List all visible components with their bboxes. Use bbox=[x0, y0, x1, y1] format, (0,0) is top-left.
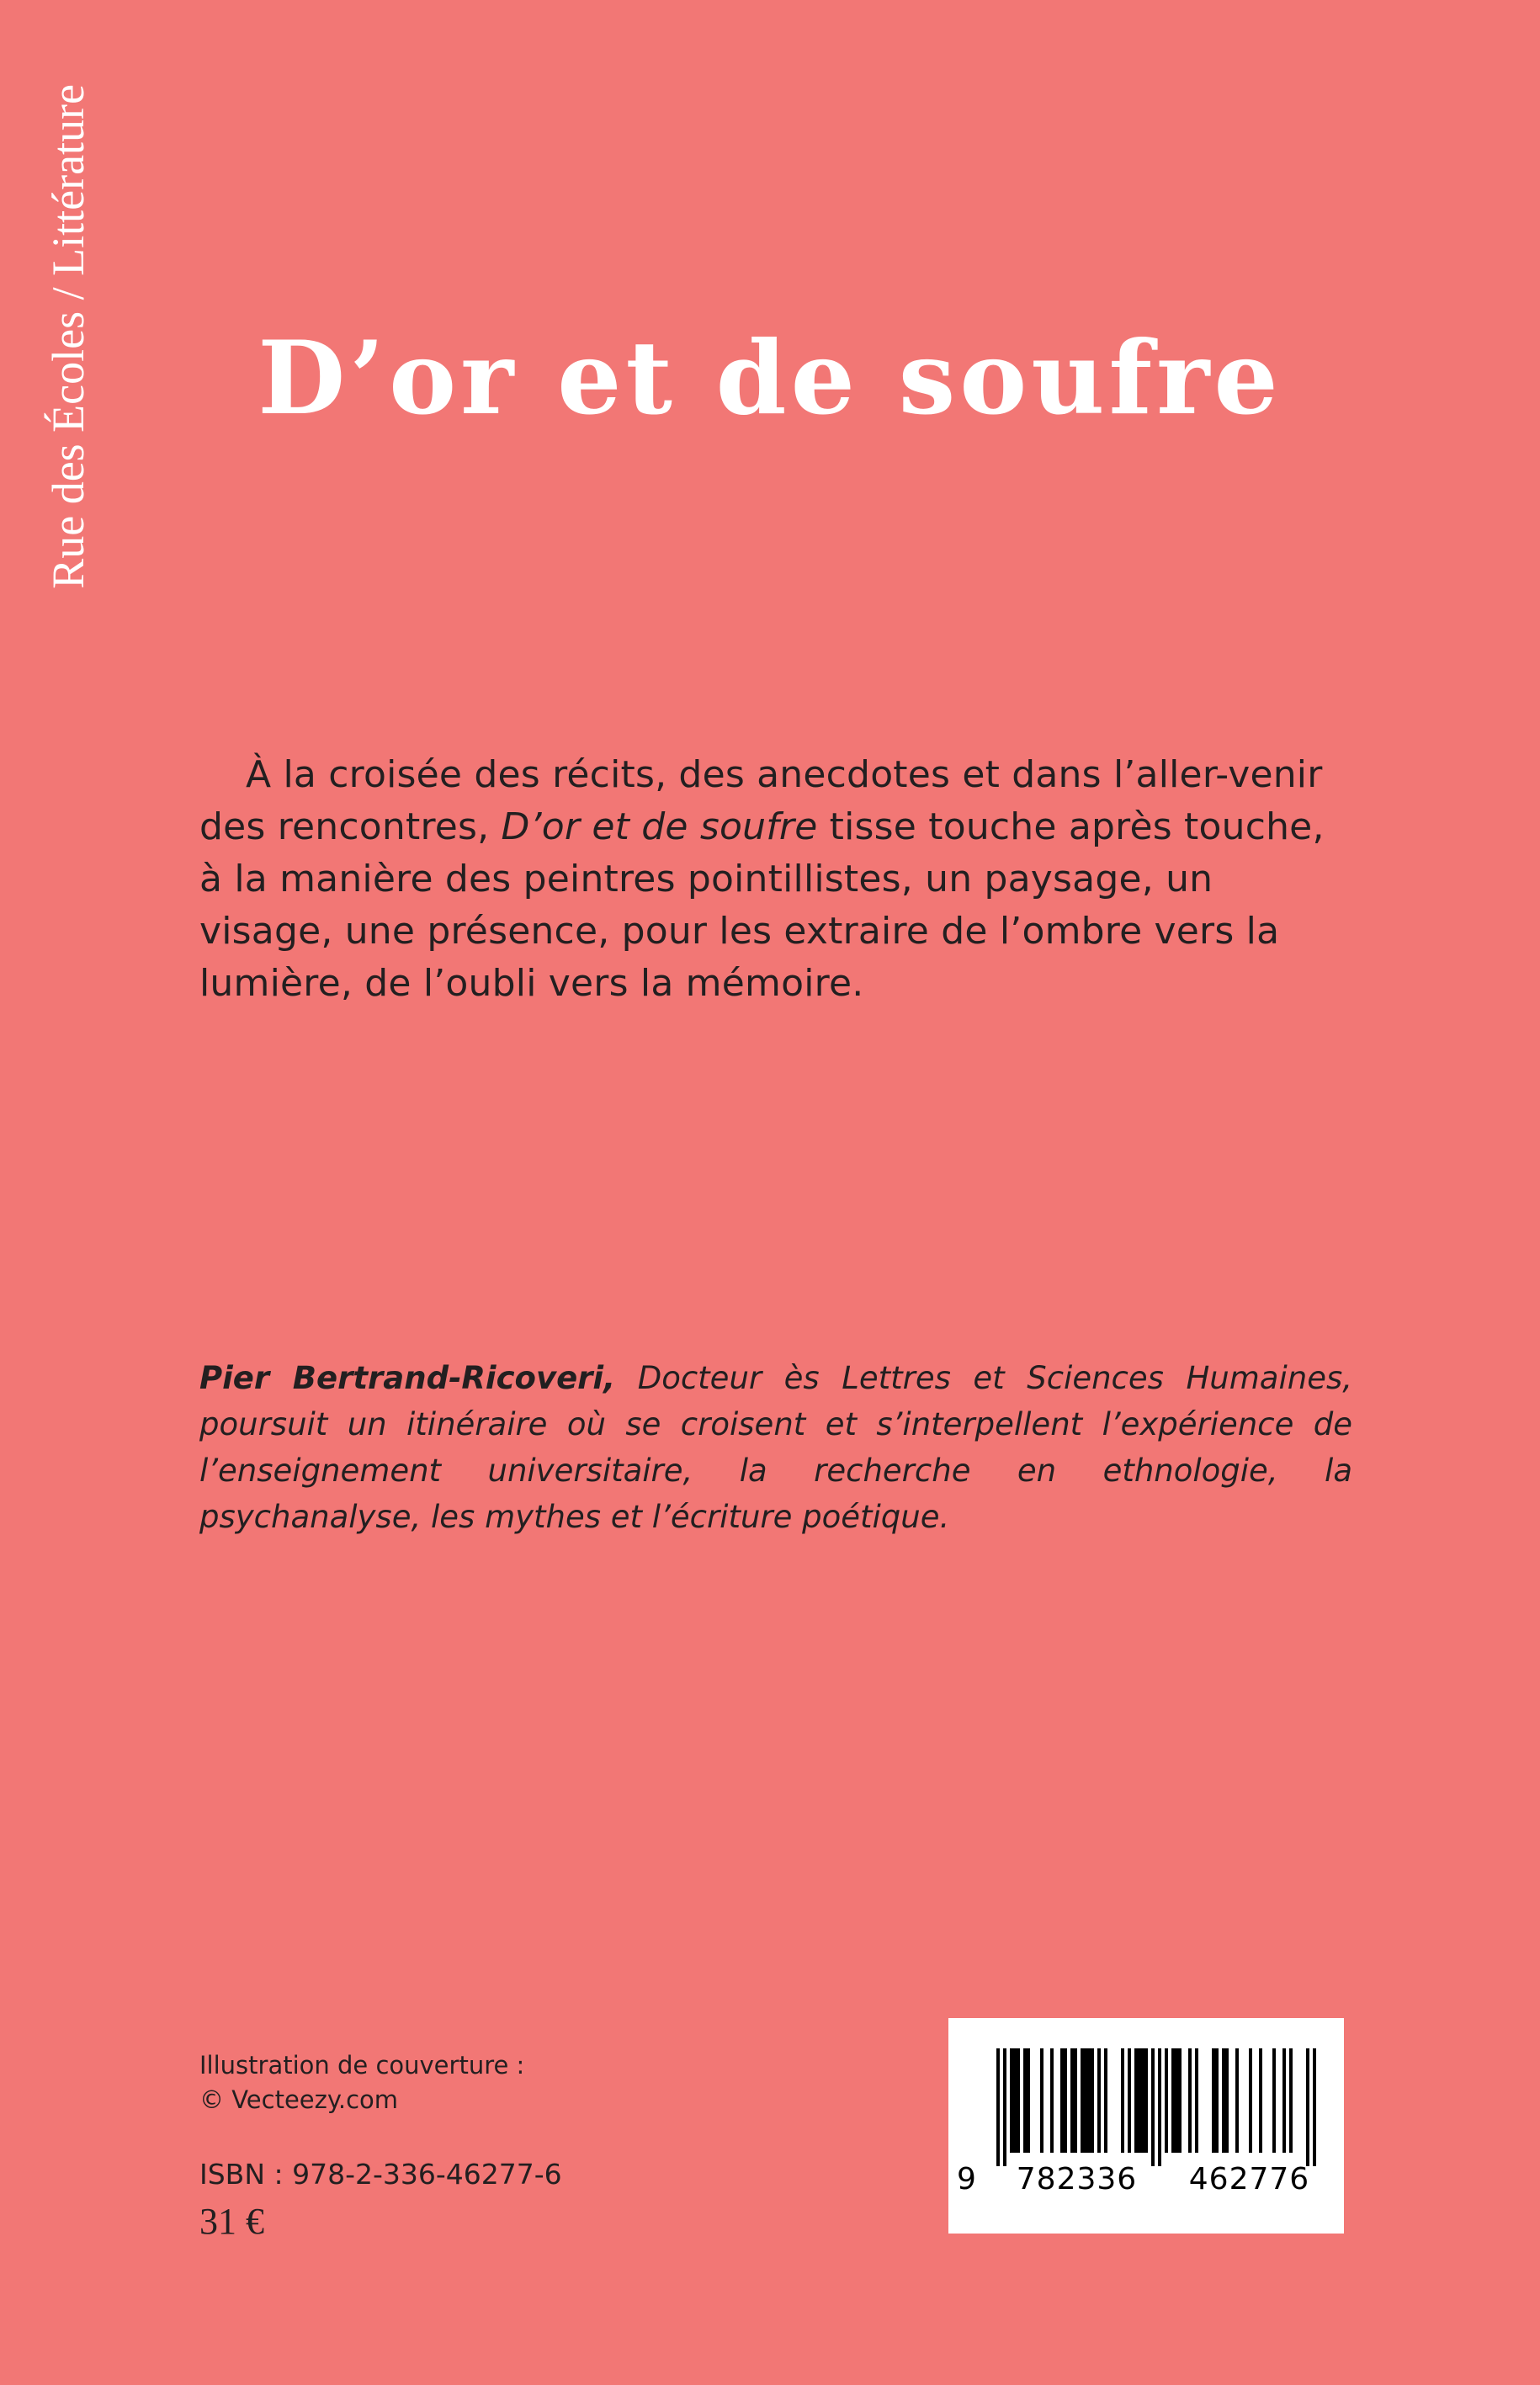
barcode-bars bbox=[974, 2048, 1319, 2166]
barcode-bar bbox=[1064, 2048, 1067, 2153]
barcode-bar bbox=[1313, 2048, 1316, 2166]
barcode-group-right: 462776 bbox=[1188, 2162, 1310, 2196]
barcode-bar bbox=[1259, 2048, 1262, 2153]
barcode-bar bbox=[1084, 2048, 1087, 2153]
barcode-bar bbox=[1249, 2048, 1252, 2153]
barcode-bar bbox=[1144, 2048, 1148, 2153]
barcode-bar bbox=[1235, 2048, 1239, 2153]
author-name: Pier Bertrand-Ricoveri, bbox=[199, 1360, 616, 1396]
barcode-bar bbox=[996, 2048, 1000, 2166]
barcode-bar bbox=[1195, 2048, 1198, 2153]
barcode-bar bbox=[1070, 2048, 1074, 2153]
barcode-bar bbox=[1138, 2048, 1141, 2153]
barcode-bar bbox=[1175, 2048, 1178, 2153]
barcode-group-left: 782336 bbox=[1016, 2162, 1138, 2196]
barcode-bar bbox=[1003, 2048, 1006, 2166]
barcode-bar bbox=[1134, 2048, 1138, 2153]
barcode-bar bbox=[1212, 2048, 1215, 2153]
barcode-bar bbox=[1128, 2048, 1131, 2153]
barcode-bar bbox=[1050, 2048, 1054, 2153]
barcode bbox=[948, 2018, 1344, 2234]
barcode-bar bbox=[1017, 2048, 1020, 2153]
blurb-title-italic: D’or et de soufre bbox=[501, 805, 818, 848]
barcode-bar bbox=[1215, 2048, 1219, 2153]
blurb-text-start: À la croisée des récits, des anecdotes et dans l’aller-venir des rencontres, bbox=[199, 753, 1323, 848]
barcode-bar bbox=[1158, 2048, 1161, 2166]
blurb-text-end: tisse touche après touche, à la manière des peintres pointillistes, un paysage, un visage, une présence, pour les extraire de l’ombre vers la lumière, de l’oubli vers la mémoire. bbox=[199, 805, 1325, 1005]
barcode-bar bbox=[1081, 2048, 1084, 2153]
barcode-bar bbox=[1289, 2048, 1293, 2153]
barcode-bar bbox=[1027, 2048, 1030, 2153]
barcode-bar bbox=[1040, 2048, 1043, 2153]
barcode-bar bbox=[1222, 2048, 1225, 2153]
barcode-bar bbox=[1013, 2048, 1017, 2153]
barcode-bar bbox=[1188, 2048, 1192, 2153]
barcode-bar bbox=[1225, 2048, 1229, 2153]
barcode-bar bbox=[1060, 2048, 1064, 2153]
illustration-credit bbox=[199, 2048, 524, 2117]
barcode-bar bbox=[1178, 2048, 1182, 2153]
isbn: ISBN : 978-2-336-46277-6 bbox=[199, 2158, 562, 2191]
barcode-bar bbox=[1104, 2048, 1107, 2153]
book-title: D’or et de soufre bbox=[258, 319, 1282, 438]
barcode-bar bbox=[1087, 2048, 1091, 2153]
barcode-bar bbox=[1010, 2048, 1013, 2153]
barcode-bar bbox=[1141, 2048, 1144, 2153]
barcode-bar bbox=[1165, 2048, 1168, 2153]
barcode-bar bbox=[1097, 2048, 1101, 2153]
barcode-bar bbox=[1282, 2048, 1286, 2153]
barcode-first-digit: 9 bbox=[957, 2162, 976, 2196]
barcode-bar bbox=[1272, 2048, 1276, 2153]
barcode-digits bbox=[957, 2161, 1336, 2198]
author-bio bbox=[199, 1355, 1352, 1540]
barcode-bar bbox=[1121, 2048, 1124, 2153]
author-bio-text: Docteur ès Lettres et Sciences Humaines, poursuit un itinéraire où se croisent et s’interpellent l’expérience de l’enseignement universitaire, la recherche en ethnologie, la psychanalyse, les mythes et l’écriture poétique. bbox=[199, 1360, 1352, 1535]
barcode-bar bbox=[1023, 2048, 1027, 2153]
barcode-bar bbox=[1151, 2048, 1155, 2166]
barcode-bar bbox=[1306, 2048, 1309, 2166]
credit-source: © Vecteezy.com bbox=[199, 2085, 399, 2114]
barcode-bar bbox=[1091, 2048, 1094, 2153]
barcode-bar bbox=[1074, 2048, 1077, 2153]
series-label: Rue des Écoles / Littérature bbox=[43, 84, 93, 589]
price: 31 € bbox=[199, 2201, 264, 2242]
book-blurb bbox=[199, 749, 1352, 1010]
barcode-bar bbox=[1171, 2048, 1175, 2153]
credit-label: Illustration de couverture : bbox=[199, 2051, 525, 2080]
